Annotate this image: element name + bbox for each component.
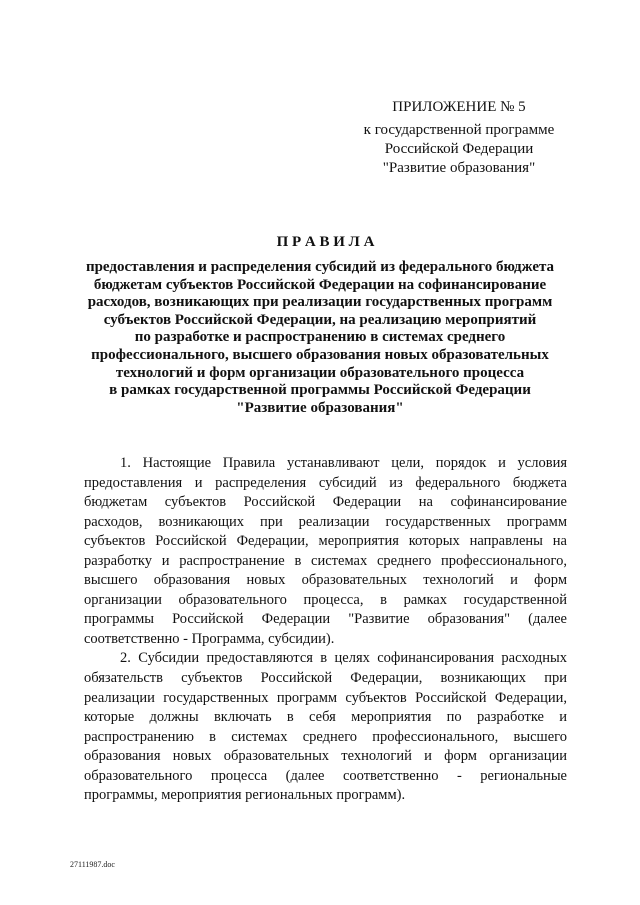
paragraph-line: образования новых образовательных технологий и форм организации: [84, 748, 567, 765]
document-heading: П Р А В И Л А: [276, 234, 375, 250]
appendix-line: Российской Федерации: [384, 141, 534, 157]
paragraph-line: образовательного процесса (далее соответственно - региональные: [84, 767, 567, 784]
document-subtitle: [20, 259, 620, 417]
paragraph-line: 1. Настоящие Правила устанавливают цели, порядок и условия: [120, 455, 567, 471]
footer-filename: 27111987.doc: [70, 860, 115, 869]
paragraph-line: реализации государственных программ субъектов Российской Федерации,: [84, 689, 567, 706]
paragraph-line: программы, мероприятия региональных программ).: [84, 787, 406, 804]
appendix-line: к государственной программе: [363, 122, 555, 138]
paragraph-line: обязательств субъектов Российской Федерации, возникающих при: [84, 670, 567, 687]
paragraph-2: [84, 649, 567, 805]
document-body: [84, 454, 567, 806]
paragraph-line: расходов, возникающих при реализации государственных программ: [84, 513, 567, 530]
appendix-block: [339, 98, 579, 178]
subtitle-line: по разработке и распространению в системах среднего: [134, 329, 506, 346]
subtitle-line: бюджетам субъектов Российской Федерации на софинансирование: [93, 276, 547, 293]
subtitle-line: в рамках государственной программы Российской Федерации: [109, 382, 531, 399]
paragraph-line: распространению в системах среднего профессионального, высшего: [84, 728, 567, 745]
paragraph-line: разработку и распространение в системах среднего профессионального,: [84, 552, 567, 569]
paragraph-line: предоставления и распределения субсидий из федерального бюджета: [84, 474, 567, 491]
paragraph-line: бюджетам субъектов Российской Федерации на софинансирование: [84, 494, 567, 511]
subtitle-line: технологий и форм организации образовательного процесса: [115, 364, 525, 381]
paragraph-line: программы Российской Федерации "Развитие образования" (далее: [84, 611, 567, 628]
subtitle-line: расходов, возникающих при реализации государственных программ: [87, 294, 553, 311]
paragraph-line: высшего образования новых образовательных технологий и форм: [84, 572, 567, 589]
subtitle-line: предоставления и распределения субсидий из федерального бюджета: [85, 259, 555, 275]
paragraph-line: 2. Субсидии предоставляются в целях софинансирования расходных: [120, 650, 567, 667]
paragraph-line: которые должны включать в себя мероприятия по разработке и: [84, 709, 567, 726]
paragraph-1: [84, 454, 567, 649]
paragraph-line: соответственно - Программа, субсидии).: [84, 630, 335, 647]
subtitle-line: субъектов Российской Федерации, на реализацию мероприятий: [103, 311, 537, 328]
appendix-line: "Развитие образования": [382, 160, 536, 176]
subtitle-line: "Развитие образования": [236, 399, 404, 416]
appendix-title: ПРИЛОЖЕНИЕ № 5: [392, 99, 526, 115]
paragraph-line: организации образовательного процесса, в рамках государственной: [84, 591, 567, 608]
subtitle-line: профессионального, высшего образования новых образовательных: [91, 346, 549, 363]
paragraph-line: субъектов Российской Федерации, мероприятия которых направлены на: [84, 533, 567, 550]
